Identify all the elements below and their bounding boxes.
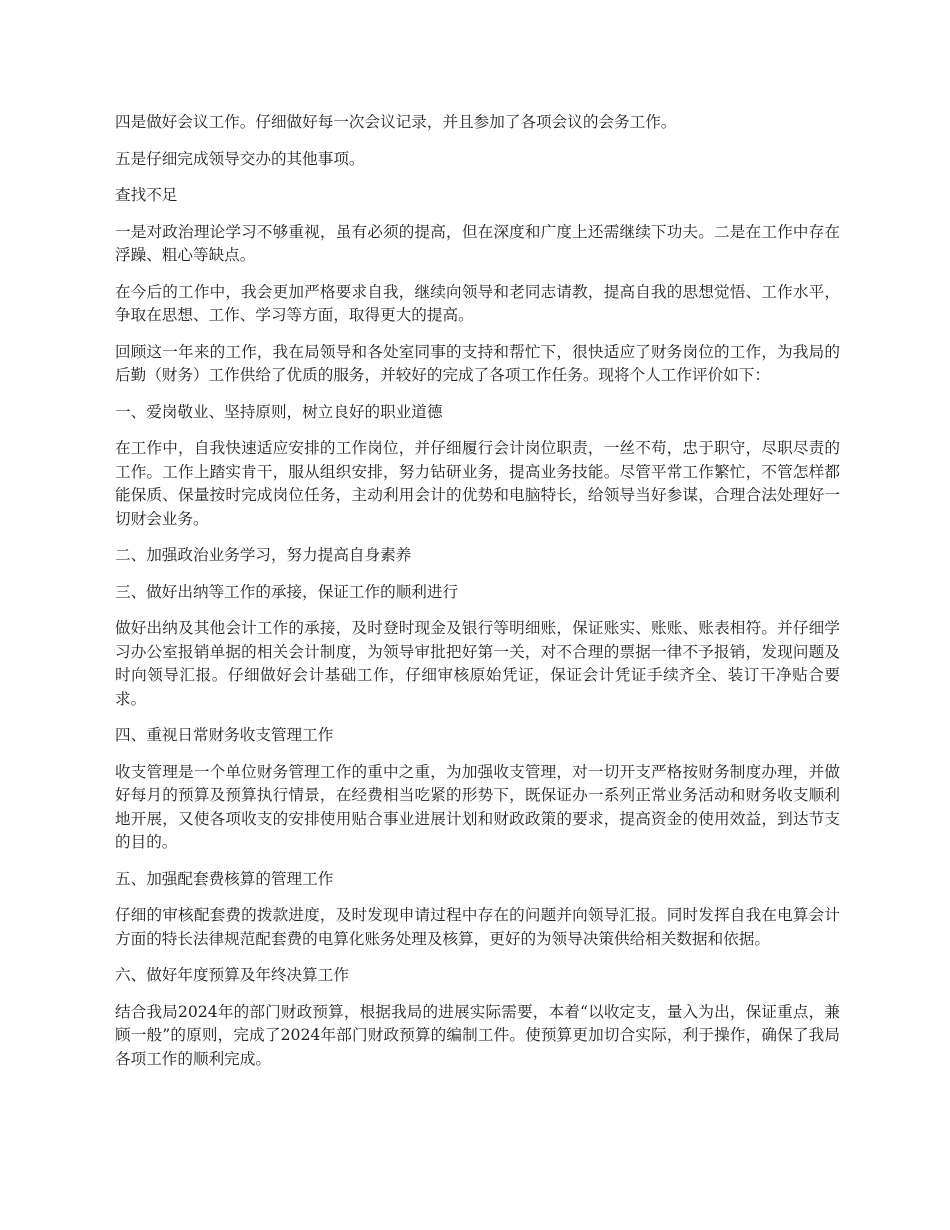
section-heading-4: 四、重视日常财务收支管理工作 (115, 726, 334, 744)
section-heading-1: 一、爱岗敬业、坚持原则，树立良好的职业道德 (115, 402, 443, 421)
section-heading-6: 六、做好年度预算及年终决算工作 (115, 966, 349, 984)
paragraph-section-1: 在工作中，自我快速适应安排的工作岗位，并仔细履行会计岗位职责，一丝不苟，忠于职守，尽职尽责的工作。工作上踏实肯干，服从组织安排，努力钻研业务，提高业务技能。尽管平常工作繁忙，不管怎样都能保质、保量按时完成岗位任务，主动利用会计的优势和电脑特长，给领导当好参谋，合理合法处理好一切财会业务。 (115, 439, 840, 528)
document-body (115, 111, 840, 1084)
section-heading-5: 五、加强配套费核算的管理工作 (115, 869, 334, 888)
section-heading-3: 三、做好出纳等工作的承接，保证工作的顺利进行 (115, 582, 459, 601)
paragraph-other-matters: 五是仔细完成领导交办的其他事项。 (115, 149, 365, 168)
paragraph-meeting-work: 四是做好会议工作。仔细做好每一次会议记录，并且参加了各项会议的会务工作。 (115, 113, 677, 131)
paragraph-section-4: 收支管理是一个单位财务管理工作的重中之重，为加强收支管理，对一切开支严格按财务制度办理，并做好每月的预算及预算执行情景，在经费相当吃紧的形势下，既保证办一系列正常业务活动和财务收支顺利地开展，又使各项收支的安排使用贴合事业进展计划和财政政策的要求，提高资金的使用效益，到达节支的目的。 (115, 762, 840, 851)
paragraph-section-3: 做好出纳及其他会计工作的承接，及时登时现金及银行等明细账，保证账实、账账、账表相符。并仔细学习办公室报销单据的相关会计制度，为领导审批把好第一关，对不合理的票据一律不予报销，发现问题及时向领导汇报。仔细做好会计基础工作，仔细审核原始凭证，保证会计凭证手续齐全、装订干净贴合要求。 (115, 619, 840, 708)
paragraph-future-work: 在今后的工作中，我会更加严格要求自我，继续向领导和老同志请教，提高自我的思想觉悟、工作水平，争取在思想、工作、学习等方面，取得更大的提高。 (115, 282, 840, 324)
section-heading-2: 二、加强政治业务学习，努力提高自身素养 (115, 546, 412, 564)
paragraph-section-6: 结合我局2024年的部门财政预算，根据我局的进展实际需要，本着“以收定支，量入为出，保证重点，兼顾一般”的原则，完成了2024年部门财政预算的编制工件。使预算更加切合实际，利于操作，确保了我局各项工作的顺利完成。 (115, 1002, 840, 1068)
paragraph-year-review: 回顾这一年来的工作，我在局领导和各处室同事的支持和帮忙下，很快适应了财务岗位的工作，为我局的后勤（财务）工作供给了优质的服务，并较好的完成了各项工作任务。现将个人工作评价如下： (115, 342, 840, 384)
paragraph-heading-shortcomings: 查找不足 (115, 186, 178, 204)
paragraph-section-5: 仔细的审核配套费的拨款进度，及时发现申请过程中存在的问题并向领导汇报。同时发挥自我在电算会计方面的特长法律规范配套费的电算化账务处理及核算，更好的为领导决策供给相关数据和依据。 (115, 906, 840, 948)
paragraph-shortcomings: 一是对政治理论学习不够重视，虽有必须的提高，但在深度和广度上还需继续下功夫。二是在工作中存在浮躁、粗心等缺点。 (115, 222, 840, 264)
